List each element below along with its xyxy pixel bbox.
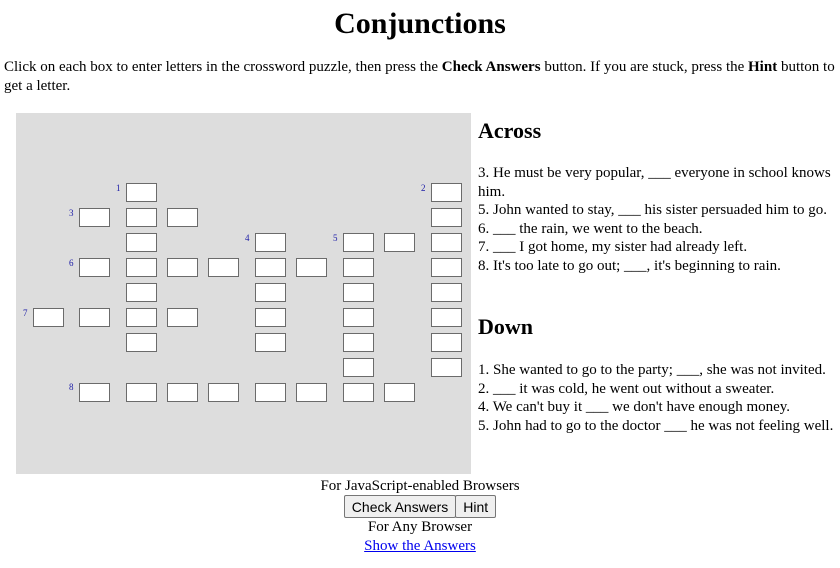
clue-number-7: 7 [23, 308, 28, 318]
crossword-cell[interactable] [296, 258, 327, 277]
crossword-cell[interactable] [343, 233, 374, 252]
clue-number-1: 1 [116, 183, 121, 193]
clue-number-4: 4 [245, 233, 250, 243]
across-clue: 8. It's too late to go out; ___, it's beginning to rain. [478, 257, 781, 274]
crossword-cell[interactable] [431, 358, 462, 377]
button-row [0, 495, 840, 518]
crossword-cell[interactable] [126, 183, 157, 202]
crossword-cell[interactable] [167, 258, 198, 277]
crossword-cell[interactable] [167, 308, 198, 327]
crossword-cell[interactable] [343, 258, 374, 277]
down-clue-list [478, 361, 834, 435]
crossword-cell[interactable] [255, 283, 286, 302]
crossword-cell[interactable] [79, 308, 110, 327]
instructions-text-2: button. If you are stuck, press the [540, 59, 749, 75]
crossword-cell[interactable] [79, 258, 110, 277]
down-clue: 4. We can't buy it ___ we don't have enough money. [478, 399, 791, 415]
down-heading: Down [478, 314, 534, 339]
clue-number-3: 3 [69, 208, 74, 218]
any-browser-label: For Any Browser [367, 519, 473, 535]
crossword-cell[interactable] [126, 383, 157, 402]
instructions-check-bold: Check Answers [441, 59, 541, 75]
clue-number-8: 8 [69, 382, 74, 392]
crossword-cell[interactable] [126, 208, 157, 227]
crossword-cell[interactable] [384, 383, 415, 402]
crossword-cell[interactable] [384, 233, 415, 252]
crossword-cell[interactable] [255, 308, 286, 327]
crossword-cell[interactable] [126, 308, 157, 327]
crossword-cell[interactable] [296, 383, 327, 402]
crossword-cell[interactable] [79, 208, 110, 227]
instructions-text-1: Click on each box to enter letters in the crossword puzzle, then press the [4, 59, 442, 75]
crossword-cell[interactable] [343, 283, 374, 302]
crossword-cell[interactable] [255, 233, 286, 252]
hint-button[interactable]: Hint [455, 495, 496, 518]
crossword-cell[interactable] [208, 258, 239, 277]
js-browsers-label: For JavaScript-enabled Browsers [320, 478, 520, 494]
across-heading: Across [478, 118, 542, 143]
clue-number-5: 5 [333, 233, 338, 243]
clue-number-2: 2 [421, 183, 426, 193]
crossword-cell[interactable] [79, 383, 110, 402]
instructions [4, 58, 836, 96]
clue-number-6: 6 [69, 258, 74, 268]
crossword-cell[interactable] [343, 383, 374, 402]
instructions-hint-bold: Hint [748, 59, 778, 75]
crossword-cell[interactable] [431, 333, 462, 352]
check-answers-button[interactable]: Check Answers [344, 495, 456, 518]
crossword-cell[interactable] [126, 283, 157, 302]
show-answers-link[interactable]: Show the Answers [364, 538, 476, 554]
page-title: Conjunctions [334, 7, 506, 40]
down-clue: 2. ___ it was cold, he went out without a sweater. [478, 380, 775, 397]
down-clue: 5. John had to go to the doctor ___ he was not feeling well. [478, 417, 834, 434]
crossword-cell[interactable] [208, 383, 239, 402]
crossword-cell[interactable] [126, 258, 157, 277]
crossword-cell[interactable] [255, 258, 286, 277]
crossword-cell[interactable] [431, 183, 462, 202]
crossword-cell[interactable] [126, 333, 157, 352]
instructions-text-3: button to get a letter. [4, 59, 835, 94]
crossword-cell[interactable] [431, 283, 462, 302]
crossword-cell[interactable] [126, 233, 157, 252]
crossword-cell[interactable] [167, 208, 198, 227]
across-clue: 5. John wanted to stay, ___ his sister persuaded him to go. [478, 202, 827, 218]
down-clue: 1. She wanted to go to the party; ___, she was not invited. [478, 362, 826, 378]
crossword-cell[interactable] [431, 233, 462, 252]
crossword-cell[interactable] [431, 308, 462, 327]
crossword-grid [16, 113, 471, 474]
crossword-cell[interactable] [343, 308, 374, 327]
crossword-cell[interactable] [255, 333, 286, 352]
show-answers-container [0, 538, 840, 555]
crossword-cell[interactable] [33, 308, 64, 327]
crossword-cell[interactable] [167, 383, 198, 402]
across-clue: 6. ___ the rain, we went to the beach. [478, 220, 703, 237]
crossword-cell[interactable] [431, 208, 462, 227]
crossword-cell[interactable] [343, 333, 374, 352]
across-clue: 3. He must be very popular, ___ everyone in school knows him. [478, 165, 831, 200]
across-clue: 7. ___ I got home, my sister had already left. [478, 239, 748, 255]
across-clue-list [478, 164, 834, 275]
crossword-cell[interactable] [255, 383, 286, 402]
crossword-cell[interactable] [343, 358, 374, 377]
crossword-cell[interactable] [431, 258, 462, 277]
